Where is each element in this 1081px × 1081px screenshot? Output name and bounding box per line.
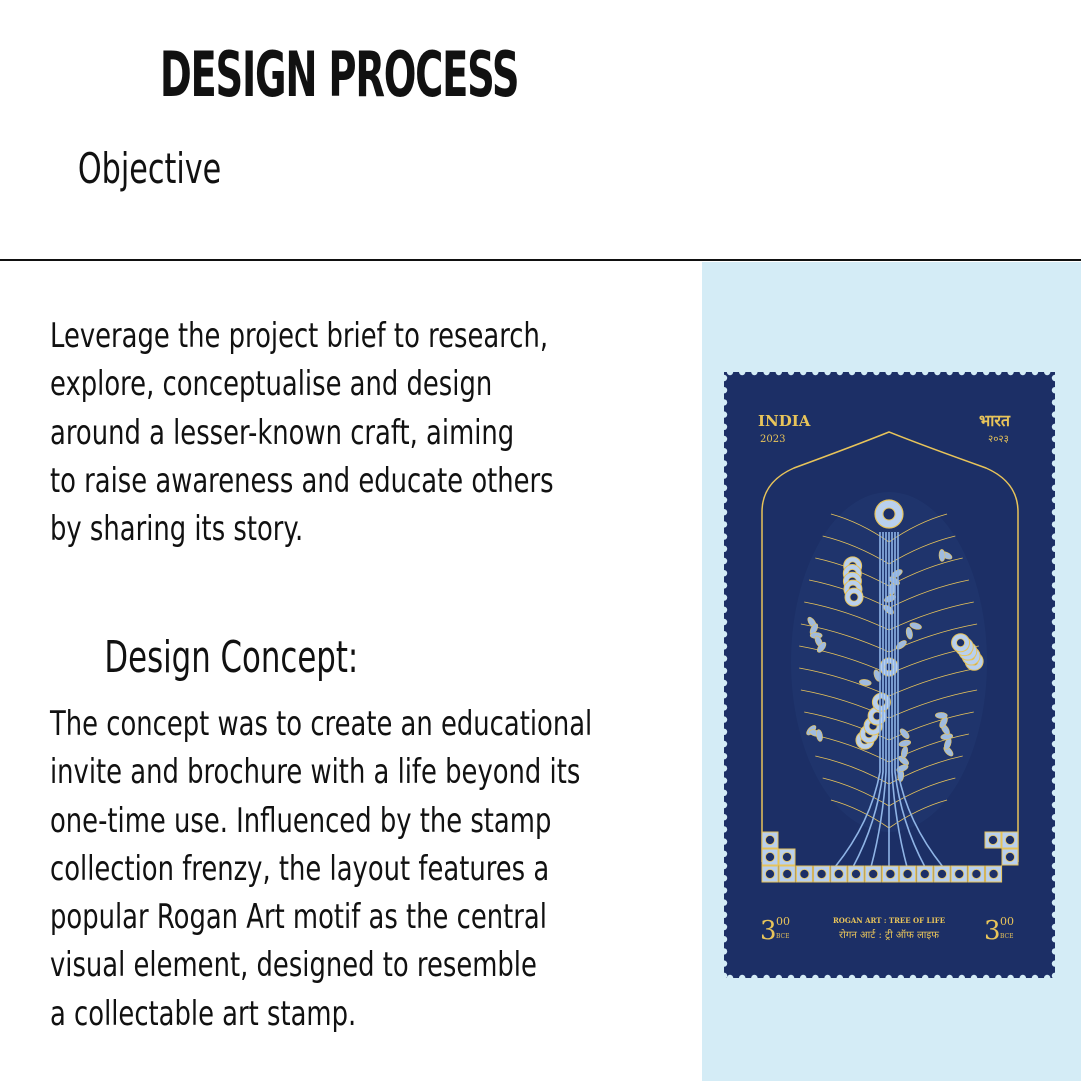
stamp-caption-en: ROGAN ART : TREE OF LIFE	[832, 916, 946, 925]
stamp-country-en: INDIA	[758, 412, 811, 430]
text-line: visual element, designed to resemble	[50, 945, 537, 986]
text-line: explore, conceptualise and design	[50, 364, 493, 405]
concept-paragraph	[50, 700, 763, 1038]
stamp-country-hi: भारत	[979, 411, 1011, 430]
text-line: The concept was to create an educational	[50, 704, 593, 744]
text-line: popular Rogan Art motif as the central	[50, 897, 547, 938]
text-line: to raise awareness and educate others	[50, 460, 554, 501]
stamp-value-left-sup: 00	[776, 915, 790, 928]
divider	[0, 259, 1081, 261]
stamp-year-en: 2023	[760, 434, 786, 445]
stamp-value-left-unit: BCE	[776, 933, 790, 940]
objective-paragraph	[50, 312, 713, 553]
section-subtitle: Objective	[77, 144, 222, 193]
stamp-year-hi: २०२३	[988, 434, 1009, 445]
text-line: collection frenzy, the layout features a	[50, 848, 550, 889]
stamp-value-right-unit: BCE	[1000, 933, 1014, 940]
stamp-caption-hi: रोगन आर्ट : ट्री ऑफ लाइफ	[839, 930, 939, 941]
text-line: Leverage the project brief to research,	[50, 316, 549, 356]
stamp-value-right: 3	[984, 916, 1001, 946]
concept-heading: Design Concept:	[104, 632, 359, 683]
text-line: around a lesser-known craft, aiming	[50, 412, 515, 453]
stamp-value-left: 3	[760, 916, 777, 946]
stamp-image	[724, 372, 1055, 978]
text-line: a collectable art stamp.	[50, 993, 357, 1034]
page-title: DESIGN PROCESS	[159, 38, 519, 111]
text-line: invite and brochure with a life beyond its	[50, 752, 581, 793]
text-line: one-time use. Influenced by the stamp	[50, 800, 552, 841]
text-line: by sharing its story.	[50, 509, 304, 550]
stamp-value-right-sup: 00	[1000, 915, 1014, 928]
